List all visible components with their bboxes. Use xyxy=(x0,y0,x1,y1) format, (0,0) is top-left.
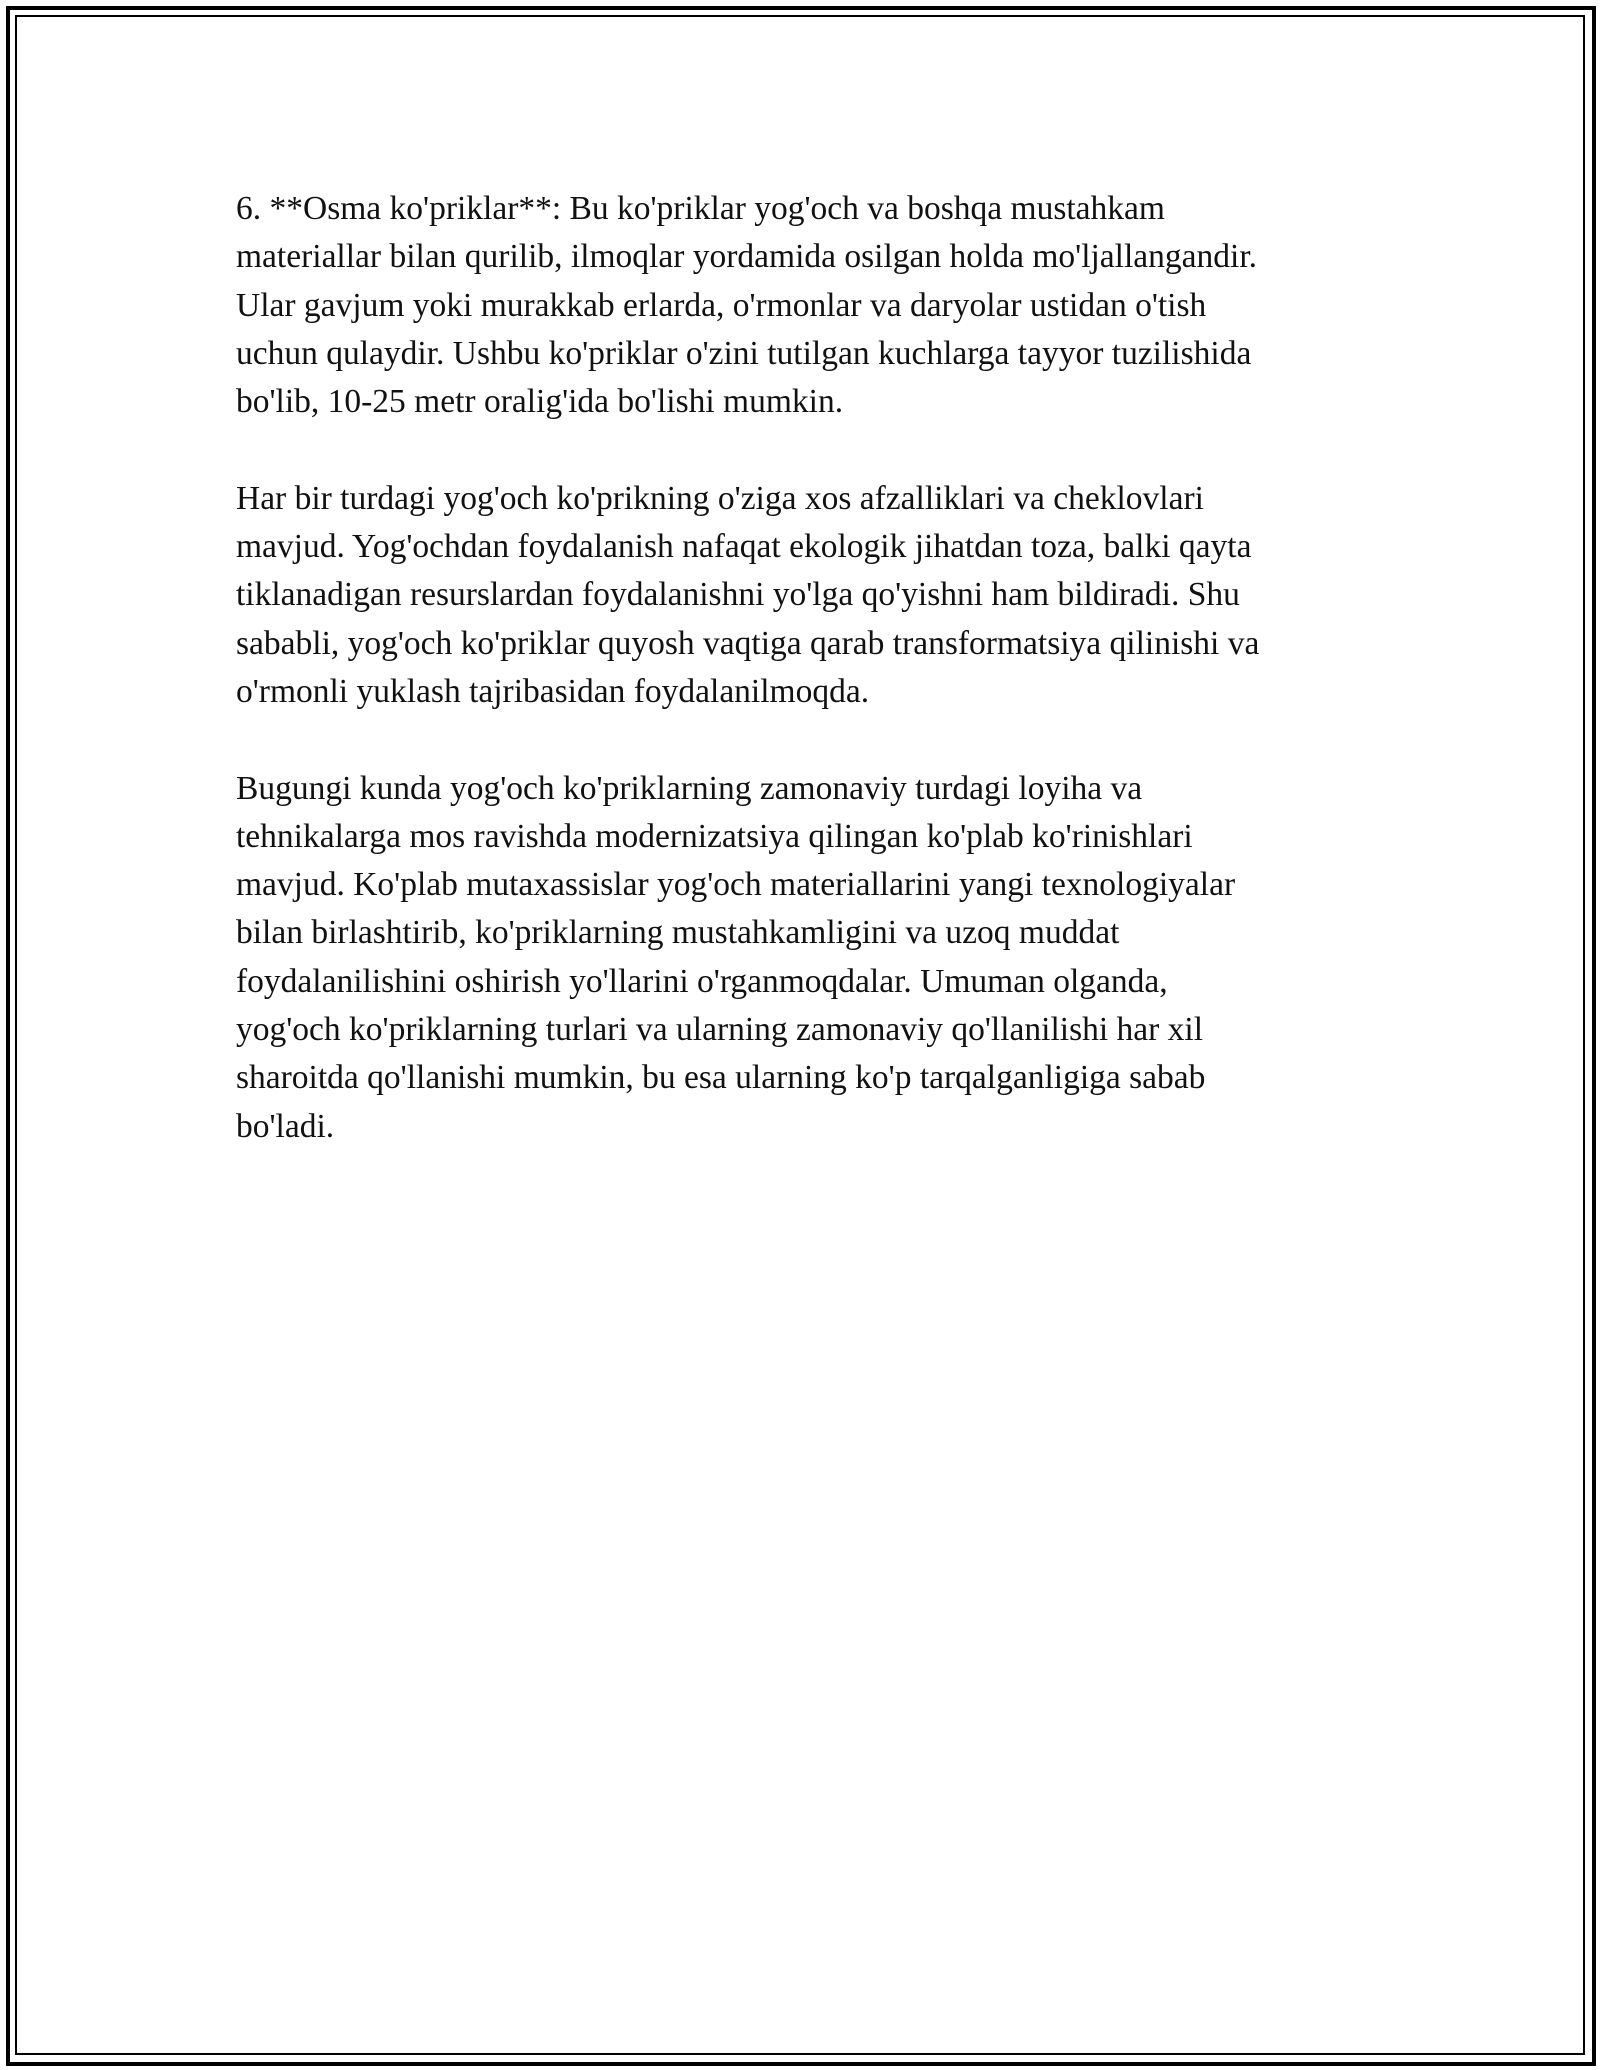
text-line: 6. **Osma ko'priklar**: Bu ko'priklar yog'och va boshqa mustahkam xyxy=(236,190,1165,227)
text-line: o'rmonli yuklash tajribasidan foydalanilmoqda. xyxy=(236,672,870,710)
text-line: yog'och ko'priklarning turlari va ularning zamonaviy qo'llanilishi har xil xyxy=(236,1011,1204,1049)
text-line: materiallar bilan qurilib, ilmoqlar yordamida osilgan holda mo'ljallangandir. xyxy=(236,238,1258,276)
text-line: bo'lib, 10-25 metr oralig'ida bo'lishi mumkin. xyxy=(236,383,844,421)
text-line: mavjud. Ko'plab mutaxassislar yog'och materiallarini yangi texnologiyalar xyxy=(236,866,1236,904)
text-line: sharoitda qo'llanishi mumkin, bu esa ularning ko'p tarqalganligiga sabab xyxy=(236,1059,1206,1097)
text-line: mavjud. Yog'ochdan foydalanish nafaqat ekologik jihatdan toza, balki qayta xyxy=(236,528,1252,566)
text-line: Har bir turdagi yog'och ko'prikning o'ziga xos afzalliklari va cheklovlari xyxy=(236,479,1204,517)
text-line: Ular gavjum yoki murakkab erlarda, o'rmonlar va daryolar ustidan o'tish xyxy=(236,286,1207,324)
text-line: uchun qulaydir. Ushbu ko'priklar o'zini tutilgan kuchlarga tayyor tuzilishida xyxy=(236,334,1252,372)
text-line: tehnikalarga mos ravishda modernizatsiya qilingan ko'plab ko'rinishlari xyxy=(236,817,1193,855)
document-body xyxy=(236,185,1366,1199)
text-line: bilan birlashtirib, ko'priklarning mustahkamligini va uzoq muddat xyxy=(236,914,1120,952)
text-line: sababli, yog'och ko'priklar quyosh vaqtiga qarab transformatsiya qilinishi va xyxy=(236,624,1260,662)
text-line: Bugungi kunda yog'och ko'priklarning zamonaviy turdagi loyiha va xyxy=(236,769,1143,807)
text-line: tiklanadigan resurslardan foydalanishni yo'lga qo'yishni ham bildiradi. Shu xyxy=(236,576,1240,614)
paragraph-suspension-bridges xyxy=(236,185,1366,426)
paragraph-advantages xyxy=(236,475,1366,716)
paragraph-modernization xyxy=(236,765,1366,1151)
text-line: foydalanilishini oshirish yo'llarini o'rganmoqdalar. Umuman olganda, xyxy=(236,962,1168,1000)
text-line: bo'ladi. xyxy=(236,1107,335,1145)
